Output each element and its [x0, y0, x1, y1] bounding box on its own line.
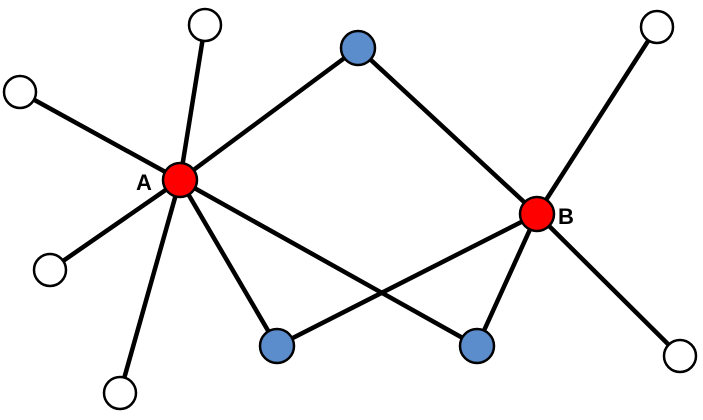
leaf-node-a4	[104, 377, 136, 409]
leaf-node-b1	[641, 11, 673, 43]
leaf-node-a2	[4, 76, 36, 108]
shared-node-s1	[341, 31, 375, 65]
edge-b-s2	[277, 214, 537, 346]
shared-node-s3	[460, 329, 494, 363]
edge-b-b2	[537, 214, 680, 356]
shared-node-s2	[260, 329, 294, 363]
edge-b-s1	[358, 48, 537, 214]
edges-layer	[20, 25, 680, 393]
hub-node-b	[520, 197, 554, 231]
nodes-layer	[4, 9, 696, 409]
edge-b-s3	[477, 214, 537, 346]
leaf-node-a1	[189, 9, 221, 41]
leaf-node-b2	[664, 340, 696, 372]
hub-label-a: A	[136, 170, 152, 195]
edge-a-a1	[180, 25, 205, 180]
edge-a-s1	[180, 48, 358, 180]
edge-a-a2	[20, 92, 180, 180]
edge-a-a4	[120, 180, 180, 393]
hub-label-b: B	[558, 204, 574, 229]
hub-node-a	[163, 163, 197, 197]
leaf-node-a3	[34, 254, 66, 286]
edge-b-b1	[537, 27, 657, 214]
